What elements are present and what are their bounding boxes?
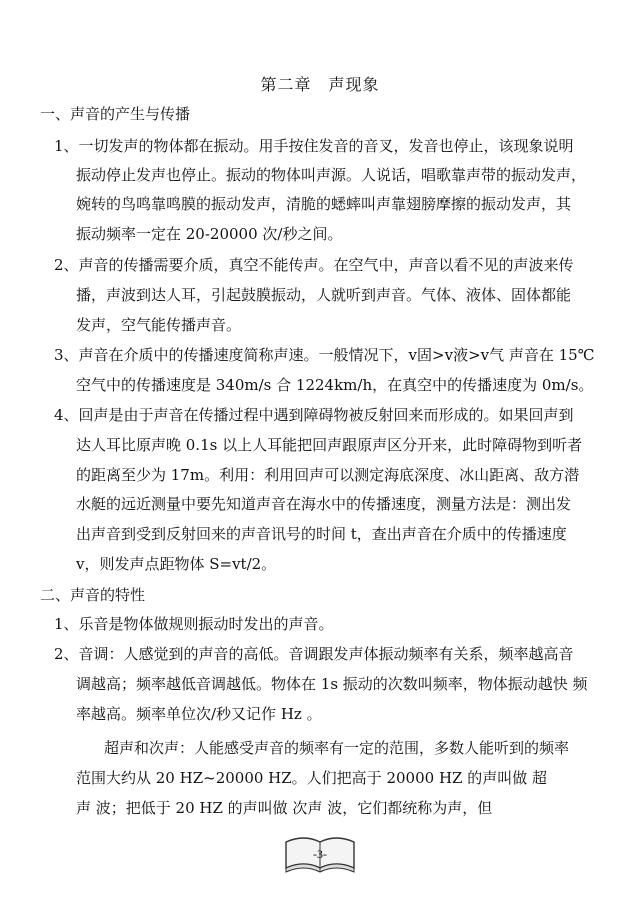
p1-line-2: 振动停止发声也停止。振动的物体叫声源。人说话，唱歌靠声带的振动发声， (76, 166, 587, 184)
book-icon (280, 828, 360, 880)
p4-line-4: 水艇的远近测量中要先知道声音在海水中的传播速度，测量方法是：测出发 (76, 495, 572, 513)
q3-line-2: 范围大约从 20 HZ~20000 HZ。人们把高于 20000 HZ 的声叫做 超 (76, 769, 547, 787)
section-heading-1: 一、声音的产生与传播 (40, 105, 191, 123)
p3-line-1: 3、声音在介质中的传播速度简称声速。一般情况下，v固>v液>v气 声音在 15℃ (54, 346, 595, 364)
p4-line-3: 的距离至少为 17m。利用：利用回声可以测定海底深度、冰山距离、敌方潜 (76, 466, 580, 484)
q2-line-2: 调越高；频率越低音调越低。物体在 1s 振动的次数叫频率，物体振动越快 频 (76, 675, 588, 693)
p3-line-2: 空气中的传播速度是 340m/s 合 1224km/h，在真空中的传播速度为 0m/s。 (76, 376, 594, 394)
q2-line-3: 率越高。频率单位次/秒又记作 Hz 。 (76, 705, 322, 723)
p1-line-1: 1、一切发声的物体都在振动。用手按住发音的音叉，发音也停止，该现象说明 (54, 137, 574, 155)
q3-line-1: 超声和次声：人能感受声音的频率有一定的范围，多数人能听到的频率 (104, 739, 570, 757)
p4-line-5: 出声音到受到反射回来的声音讯号的时间 t，查出声音在介质中的传播速度 (76, 525, 567, 543)
p2-line-1: 2、声音的传播需要介质，真空不能传声。在空气中，声音以看不见的声波来传 (54, 256, 574, 274)
q2-line-1: 2、音调：人感觉到的声音的高低。音调跟发声体振动频率有关系，频率越高音 (54, 645, 574, 663)
chapter-title: 第二章 声现象 (260, 75, 380, 94)
q3-line-3: 声 波；把低于 20 HZ 的声叫做 次声 波，它们都统称为声，但 (76, 799, 493, 817)
p1-line-3: 婉转的鸟鸣靠鸣膜的振动发声，清脆的蟋蟀叫声靠翅膀摩擦的振动发声，其 (76, 195, 572, 213)
page-number: -3- (313, 847, 327, 861)
q1-line-1: 1、乐音是物体做规则振动时发出的声音。 (54, 615, 334, 633)
p1-line-4: 振动频率一定在 20-20000 次/秒之间。 (76, 225, 343, 243)
section-heading-2: 二、声音的特性 (40, 586, 146, 604)
p2-line-3: 发声，空气能传播声音。 (76, 316, 242, 334)
p4-line-1: 4、回声是由于声音在传播过程中遇到障碍物被反射回来而形成的。如果回声到 (54, 406, 574, 424)
p4-line-6: v，则发声点距物体 S=vt/2。 (76, 555, 277, 573)
page-number-badge (280, 828, 360, 880)
p2-line-2: 播，声波到达人耳，引起鼓膜振动，人就听到声音。气体、液体、固体都能 (76, 286, 572, 304)
p4-line-2: 达人耳比原声晚 0.1s 以上人耳能把回声跟原声区分开来，此时障碍物到听者 (76, 436, 583, 454)
